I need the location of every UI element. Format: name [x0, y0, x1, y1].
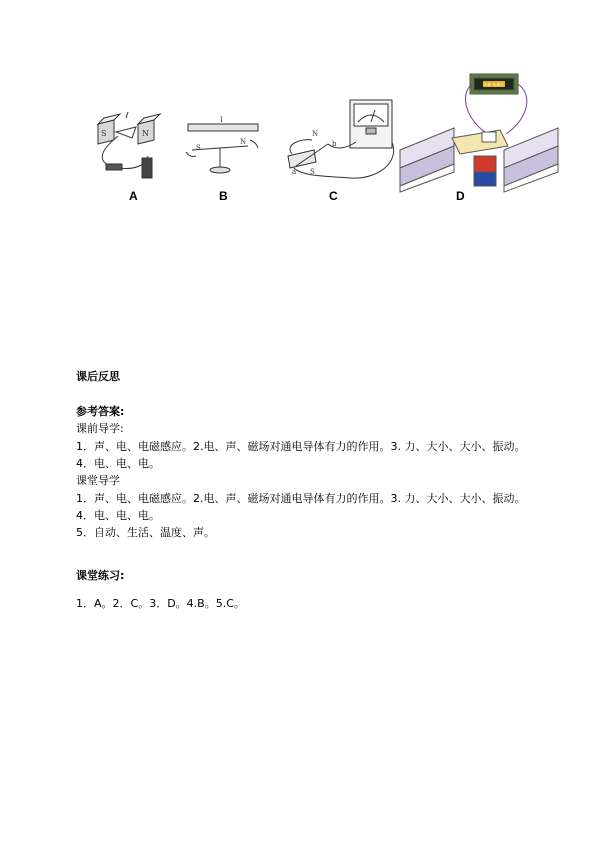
- battery-label: 金霸 伍霸王: [483, 82, 505, 87]
- figure-label-d: D: [456, 189, 465, 203]
- pre-study-title: 课前导学:: [76, 422, 124, 435]
- figure-d-drawing: [400, 74, 558, 192]
- figure-a-drawing: [98, 112, 160, 178]
- class-study-line: 4．电、电、电。: [76, 509, 160, 522]
- figure-label-a: A: [129, 189, 138, 203]
- svg-text:N: N: [240, 138, 247, 146]
- svg-text:S: S: [310, 168, 315, 176]
- svg-text:N: N: [312, 130, 319, 138]
- figure-strip: [88, 72, 578, 212]
- svg-text:S: S: [196, 144, 201, 152]
- figure-c-drawing: [288, 100, 394, 178]
- pre-study-line: 4．电、电、电。: [76, 457, 160, 470]
- pre-study-line: 1．声、电、电磁感应。2.电、声、磁场对通电导体有力的作用。3. 力、大小、大小、振动。: [76, 440, 526, 453]
- class-study-line: 1．声、电、电磁感应。2.电、声、磁场对通电导体有力的作用。3. 力、大小、大小、振动。: [76, 492, 526, 505]
- svg-text:S: S: [101, 129, 107, 138]
- answers-heading: 参考答案:: [76, 405, 125, 418]
- class-study-title: 课堂导学: [76, 474, 120, 487]
- svg-text:b: b: [332, 140, 337, 148]
- figure-label-b: B: [219, 189, 228, 203]
- figure-b-drawing: [186, 116, 258, 173]
- practice-answers: 1．A。2．C。3．D。4.B。5.C。: [76, 597, 245, 610]
- svg-text:I: I: [220, 116, 223, 124]
- svg-text:N: N: [142, 129, 149, 138]
- svg-text:a: a: [292, 168, 297, 176]
- practice-heading: 课堂练习:: [76, 569, 125, 582]
- class-study-line: 5．自动、生活、温度、声。: [76, 526, 215, 539]
- figure-label-c: C: [329, 189, 338, 203]
- reflection-heading: 课后反思: [76, 370, 120, 383]
